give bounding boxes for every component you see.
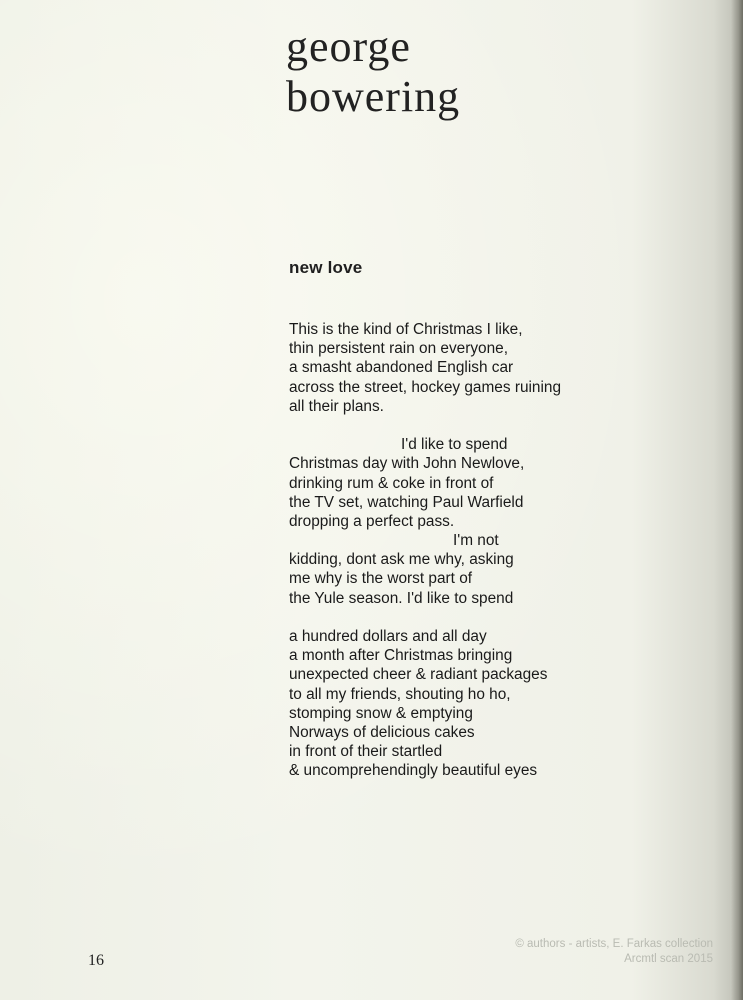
author-first-name: george (286, 22, 411, 71)
poem-line: to all my friends, shouting ho ho, (289, 685, 511, 703)
poem-line: the Yule season. I'd like to spend (289, 589, 514, 607)
poem-line: all their plans. (289, 397, 384, 415)
poem-line: a hundred dollars and all day (289, 628, 487, 645)
poem-line: across the street, hockey games ruining (289, 378, 562, 396)
page-edge-shadow (731, 0, 743, 1000)
author-name (286, 22, 460, 122)
poem-line: the TV set, watching Paul Warfield (289, 493, 524, 511)
poem-line: I'm not (453, 532, 499, 550)
poem-line: dropping a perfect pass. (289, 512, 455, 530)
scan-watermark (515, 937, 713, 967)
poem-line: I'd like to spend (401, 436, 508, 454)
poem-line: Christmas day with John Newlove, (289, 455, 525, 473)
poem-body (289, 320, 619, 781)
watermark-scan-note: Arcmtl scan 2015 (624, 953, 713, 965)
poem-line: a month after Christmas bringing (289, 647, 513, 665)
author-last-name: bowering (286, 72, 461, 121)
poem-line: thin persistent rain on everyone, (289, 340, 509, 358)
poem-line: in front of their startled (289, 743, 443, 761)
poem-line: Norways of delicious cakes (289, 723, 475, 741)
poem-line: & uncomprehendingly beautiful eyes (289, 762, 538, 780)
poem-line: stomping snow & emptying (289, 704, 473, 722)
stanza-break (289, 608, 619, 627)
page-number: 16 (88, 952, 104, 969)
watermark-credit: © authors - artists, E. Farkas collection (515, 938, 713, 950)
poem-line: me why is the worst part of (289, 570, 473, 588)
poem-line: unexpected cheer & radiant packages (289, 666, 548, 684)
stanza-break (289, 416, 619, 435)
poem-line: This is the kind of Christmas I like, (289, 321, 523, 338)
poem-line: drinking rum & coke in front of (289, 474, 494, 492)
poem-line: kidding, dont ask me why, asking (289, 551, 514, 569)
poem-line: a smasht abandoned English car (289, 359, 514, 377)
poem-title: new love (289, 258, 363, 277)
